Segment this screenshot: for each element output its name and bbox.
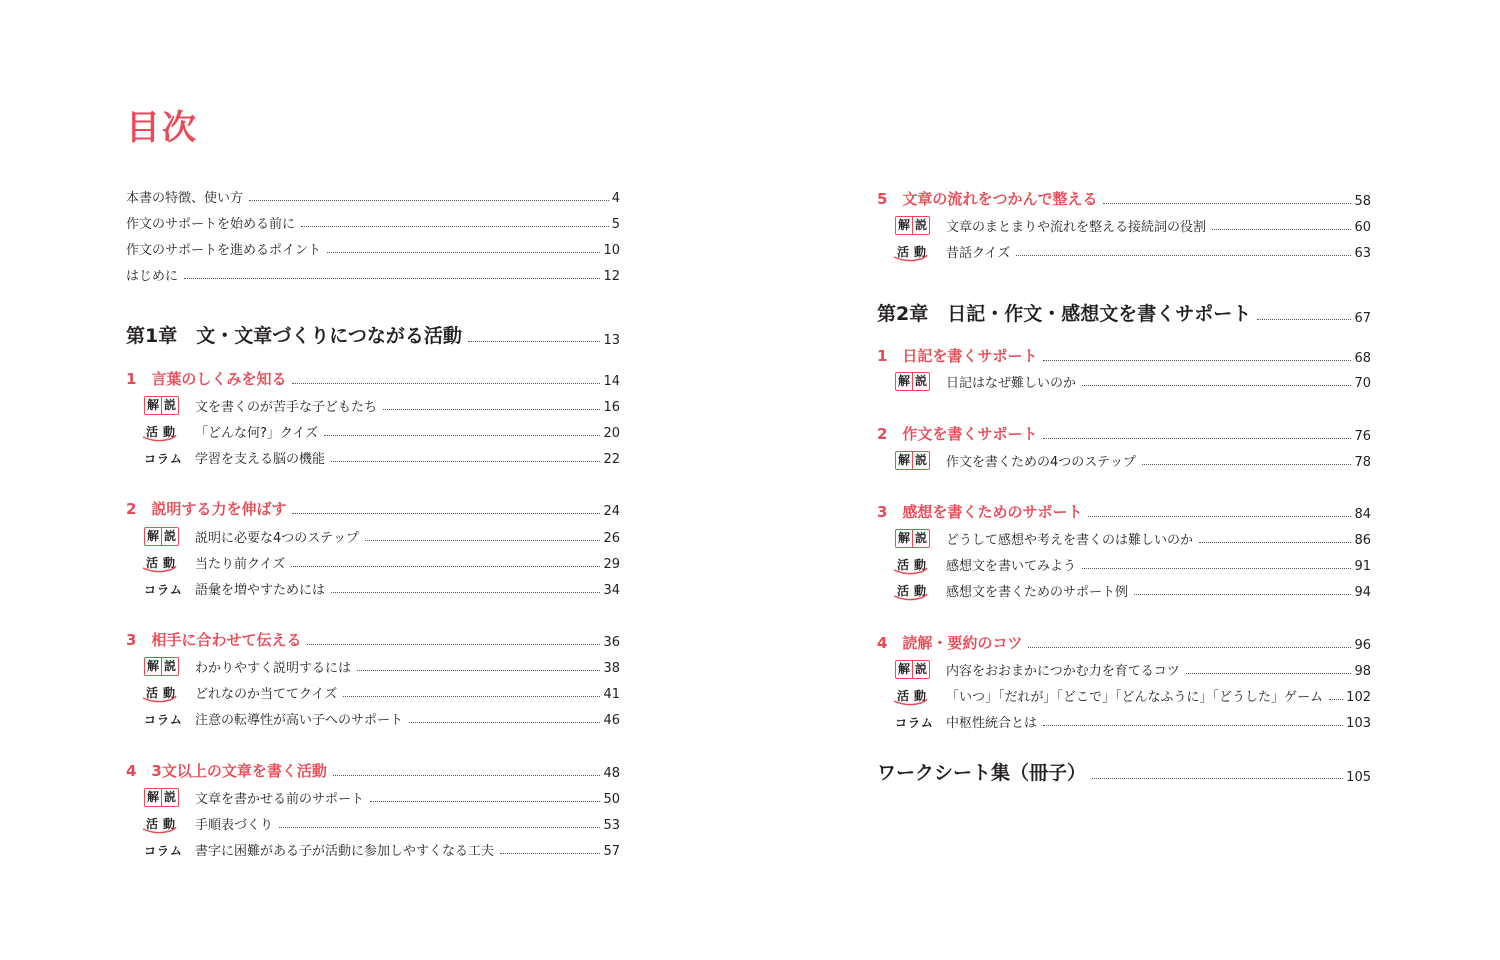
toc-item-label: 当たり前クイズ (195, 557, 286, 572)
toc-entry-page: 5 (611, 217, 620, 232)
dot-leader (357, 670, 600, 671)
kaisetsu-badge: 解 説 (144, 396, 195, 415)
toc-item[interactable] (126, 419, 620, 441)
toc-item-label: 日記はなぜ難しいのか (946, 376, 1077, 391)
toc-item[interactable] (877, 448, 1371, 470)
toc-entry-page: 94 (1354, 585, 1371, 600)
toc-item[interactable] (877, 578, 1371, 600)
toc-entry-page: 10 (603, 243, 620, 258)
dot-leader (1092, 778, 1343, 779)
toc-item-label: 作文を書くための4つのステップ (946, 455, 1137, 470)
toc-item-label: わかりやすく説明するには (195, 661, 352, 676)
toc-worksheet[interactable] (877, 755, 1371, 785)
dot-leader (365, 540, 600, 541)
toc-entry-page: 63 (1354, 246, 1371, 261)
toc-item[interactable] (126, 837, 620, 859)
dot-leader (409, 722, 600, 723)
toc-entry-label: 作文のサポートを始める前に (126, 217, 296, 232)
toc-entry-page: 14 (603, 374, 620, 389)
toc-entry-page: 76 (1354, 429, 1371, 444)
dot-leader (292, 383, 600, 384)
dot-leader (343, 696, 600, 697)
section-title: 1 言葉のしくみを知る (126, 370, 287, 388)
toc-section[interactable] (877, 498, 1371, 522)
dot-leader (249, 200, 609, 201)
dot-leader (331, 461, 600, 462)
dot-leader (1028, 647, 1351, 648)
toc-entry-front-3[interactable] (126, 236, 620, 258)
toc-item[interactable] (877, 683, 1371, 705)
dot-leader (184, 278, 600, 279)
toc-item-label: 文を書くのが苦手な子どもたち (195, 400, 378, 415)
toc-chapter-2[interactable] (877, 296, 1371, 326)
toc-entry-page: 16 (603, 400, 620, 415)
dot-leader (500, 853, 600, 854)
toc-entry-page: 48 (603, 766, 620, 781)
column-badge: コラム (144, 583, 183, 597)
toc-entry-page: 91 (1354, 559, 1371, 574)
katsudo-badge: 活動 (895, 557, 946, 574)
katsudo-badge: 活動 (895, 688, 946, 705)
toc-item-label: 中枢性統合とは (946, 716, 1038, 731)
toc-section[interactable] (877, 629, 1371, 653)
toc-entry-page: 29 (603, 557, 620, 572)
toc-item[interactable] (126, 445, 620, 467)
dot-leader (331, 592, 600, 593)
toc-item-label: 感想文を書くためのサポート例 (946, 585, 1129, 600)
toc-entry-page: 38 (603, 661, 620, 676)
toc-entry-page: 70 (1354, 376, 1371, 391)
toc-section[interactable] (877, 342, 1371, 366)
toc-entry-label: 作文のサポートを進めるポイント (126, 243, 322, 258)
kaisetsu-badge: 解 説 (144, 657, 195, 676)
katsudo-badge: 活動 (144, 555, 195, 572)
toc-item-label: 書字に困難がある子が活動に参加しやすくなる工夫 (195, 844, 495, 859)
toc-item-label: 「いつ」「だれが」「どこで」「どんなふうに」「どうした」ゲーム (946, 690, 1324, 705)
swoosh-icon (142, 826, 178, 836)
toc-chapter-1[interactable] (126, 318, 620, 348)
toc-entry-page: 22 (603, 452, 620, 467)
toc-item[interactable] (126, 393, 620, 415)
page-title: 目次 (126, 108, 198, 148)
toc-entry-label: 本書の特徴、使い方 (126, 191, 244, 206)
toc-item[interactable] (877, 369, 1371, 391)
chapter-title: 第2章 日記・作文・感想文を書くサポート (877, 303, 1252, 325)
toc-item[interactable] (877, 526, 1371, 548)
toc-entry-page: 12 (603, 269, 620, 284)
toc-item-label: どうして感想や考えを書くのは難しいのか (946, 533, 1194, 548)
toc-item-label: 感想文を書いてみよう (946, 559, 1077, 574)
dot-leader (1082, 568, 1351, 569)
toc-item-label: 「どんな何?」クイズ (195, 426, 319, 441)
toc-entry-page: 13 (603, 333, 620, 348)
section-title: 4 3文以上の文章を書く活動 (126, 762, 327, 780)
toc-entry-front-2[interactable] (126, 210, 620, 232)
toc-entry-page: 26 (603, 531, 620, 546)
toc-item[interactable] (126, 706, 620, 728)
toc-entry-page: 103 (1346, 716, 1371, 731)
toc-entry-page: 20 (603, 426, 620, 441)
toc-item[interactable] (126, 550, 620, 572)
chapter-title: ワークシート集（冊子） (877, 762, 1087, 784)
column-badge: コラム (895, 716, 934, 730)
toc-item[interactable] (877, 709, 1371, 731)
toc-entry-page: 102 (1346, 690, 1371, 705)
dot-leader (1199, 542, 1351, 543)
dot-leader (1134, 594, 1351, 595)
toc-entry-page: 34 (603, 583, 620, 598)
section-title: 4 読解・要約のコツ (877, 634, 1023, 652)
swoosh-icon (142, 565, 178, 575)
dot-leader (301, 226, 609, 227)
kaisetsu-badge: 解 説 (895, 529, 946, 548)
dot-leader (1082, 385, 1351, 386)
dot-leader (1103, 203, 1351, 204)
toc-item[interactable] (126, 785, 620, 807)
dot-leader (1088, 516, 1351, 517)
toc-entry-page: 24 (603, 504, 620, 519)
toc-entry-front-4[interactable] (126, 262, 620, 284)
section-title: 5 文章の流れをつかんで整える (877, 190, 1098, 208)
swoosh-icon (142, 695, 178, 705)
dot-leader (1043, 725, 1343, 726)
toc-entry-page: 60 (1354, 220, 1371, 235)
toc-item-label: 文章を書かせる前のサポート (195, 792, 365, 807)
kaisetsu-badge: 解 説 (144, 527, 195, 546)
toc-item[interactable] (877, 213, 1371, 235)
toc-entry-page: 86 (1354, 533, 1371, 548)
katsudo-badge: 活動 (144, 816, 195, 833)
swoosh-icon (142, 434, 178, 444)
toc-item[interactable] (877, 657, 1371, 679)
column-badge: コラム (144, 713, 183, 727)
katsudo-badge: 活動 (895, 583, 946, 600)
katsudo-badge: 活動 (144, 424, 195, 441)
column-badge: コラム (144, 844, 183, 858)
dot-leader (279, 827, 600, 828)
toc-item-label: 学習を支える脳の機能 (195, 452, 326, 467)
kaisetsu-badge: 解 説 (895, 216, 946, 235)
toc-item-label: どれなのか当ててクイズ (195, 687, 338, 702)
toc-item-label: 語彙を増やすためには (195, 583, 326, 598)
dot-leader (1142, 464, 1351, 465)
dot-leader (1043, 360, 1351, 361)
dot-leader (327, 252, 600, 253)
toc-entry-front-1[interactable] (126, 184, 620, 206)
toc-entry-page: 41 (603, 687, 620, 702)
dot-leader (370, 801, 600, 802)
toc-item[interactable] (126, 680, 620, 702)
dot-leader (1016, 255, 1351, 256)
section-title: 2 説明する力を伸ばす (126, 500, 287, 518)
toc-section[interactable] (126, 365, 620, 389)
toc-item-label: 昔話クイズ (946, 246, 1011, 261)
toc-item[interactable] (877, 239, 1371, 261)
swoosh-icon (893, 254, 929, 264)
toc-item[interactable] (126, 524, 620, 546)
section-title: 2 作文を書くサポート (877, 425, 1038, 443)
toc-item-label: 注意の転導性が高い子へのサポート (195, 713, 404, 728)
toc-item-label: 内容をおおまかにつかむ力を育てるコツ (946, 664, 1180, 679)
toc-section[interactable] (877, 185, 1371, 209)
toc-entry-page: 84 (1354, 507, 1371, 522)
dot-leader (468, 341, 601, 342)
toc-section[interactable] (877, 420, 1371, 444)
swoosh-icon (893, 567, 929, 577)
toc-entry-page: 4 (611, 191, 620, 206)
toc-entry-page: 36 (603, 635, 620, 650)
toc-item[interactable] (877, 552, 1371, 574)
toc-entry-page: 67 (1354, 311, 1371, 326)
toc-entry-page: 96 (1354, 638, 1371, 653)
toc-entry-page: 78 (1354, 455, 1371, 470)
toc-item[interactable] (126, 654, 620, 676)
katsudo-badge: 活動 (895, 244, 946, 261)
toc-item-label: 手順表づくり (195, 818, 274, 833)
toc-entry-page: 46 (603, 713, 620, 728)
kaisetsu-badge: 解 説 (144, 788, 195, 807)
section-title: 3 相手に合わせて伝える (126, 631, 302, 649)
section-title: 3 感想を書くためのサポート (877, 503, 1083, 521)
toc-entry-page: 105 (1346, 770, 1371, 785)
dot-leader (1257, 319, 1351, 320)
toc-item-label: 説明に必要な4つのステップ (195, 531, 360, 546)
dot-leader (324, 435, 600, 436)
dot-leader (333, 775, 601, 776)
dot-leader (1212, 229, 1351, 230)
toc-item[interactable] (126, 576, 620, 598)
kaisetsu-badge: 解 説 (895, 451, 946, 470)
dot-leader (1186, 673, 1352, 674)
toc-entry-page: 57 (603, 844, 620, 859)
kaisetsu-badge: 解 説 (895, 372, 946, 391)
toc-entry-page: 58 (1354, 194, 1371, 209)
dot-leader (383, 409, 600, 410)
toc-section[interactable] (126, 757, 620, 781)
column-badge: コラム (144, 452, 183, 466)
toc-section[interactable] (126, 626, 620, 650)
toc-entry-page: 68 (1354, 351, 1371, 366)
dot-leader (307, 644, 600, 645)
kaisetsu-badge: 解 説 (895, 660, 946, 679)
swoosh-icon (893, 593, 929, 603)
chapter-title: 第1章 文・文章づくりにつながる活動 (126, 325, 462, 347)
section-title: 1 日記を書くサポート (877, 347, 1038, 365)
toc-entry-page: 98 (1354, 664, 1371, 679)
dot-leader (1043, 438, 1351, 439)
dot-leader (291, 566, 600, 567)
toc-entry-page: 53 (603, 818, 620, 833)
dot-leader (292, 513, 600, 514)
toc-item-label: 文章のまとまりや流れを整える接続詞の役割 (946, 220, 1207, 235)
toc-entry-label: はじめに (126, 269, 179, 284)
toc-item[interactable] (126, 811, 620, 833)
swoosh-icon (893, 698, 929, 708)
dot-leader (1329, 699, 1343, 700)
toc-entry-page: 50 (603, 792, 620, 807)
katsudo-badge: 活動 (144, 685, 195, 702)
toc-section[interactable] (126, 495, 620, 519)
